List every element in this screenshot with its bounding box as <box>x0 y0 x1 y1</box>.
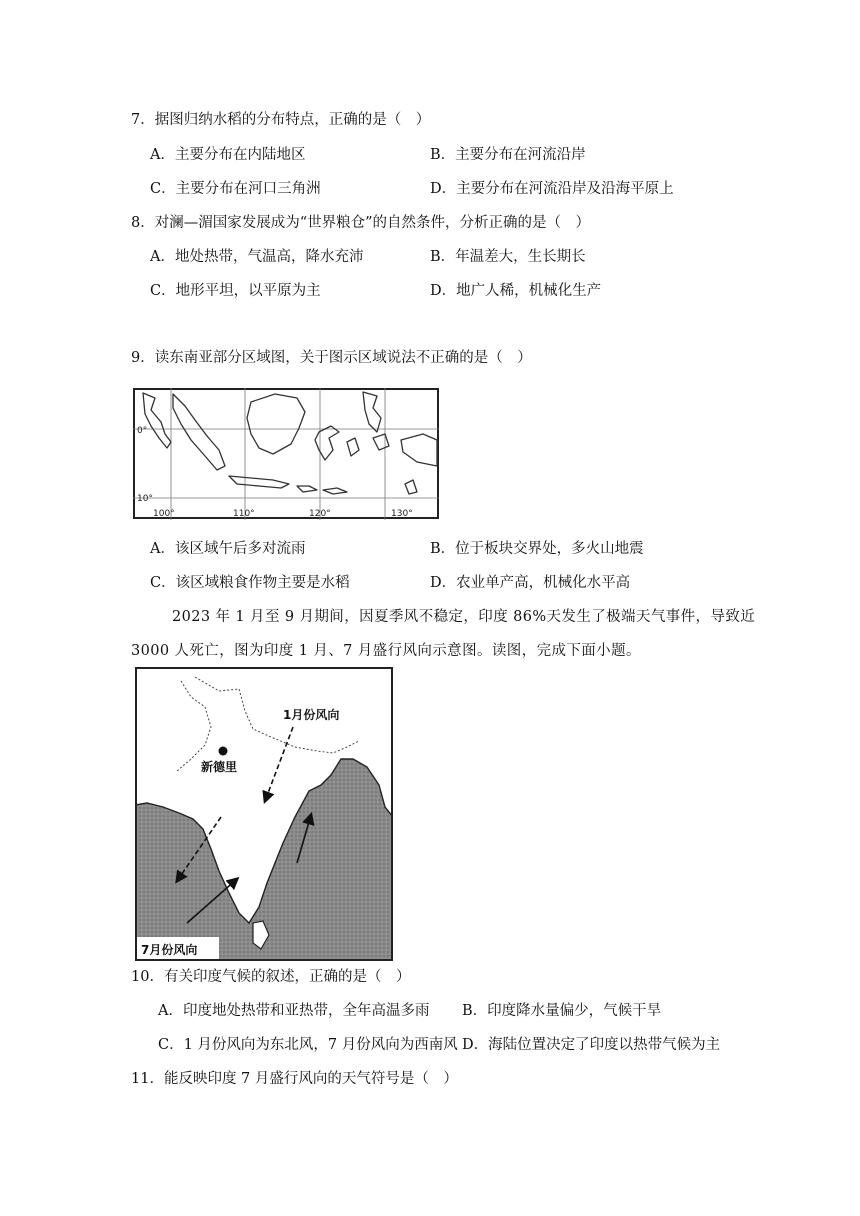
q8-option-a: A．地处热带，气温高，降水充沛 <box>150 249 364 265</box>
q9-option-c: C．该区域粮食作物主要是水稻 <box>150 575 350 591</box>
q10-option-a: A．印度地处热带和亚热带，全年高温多雨 <box>158 1003 430 1019</box>
q10-option-c: C．1 月份风向为东北风，7 月份风向为西南风 <box>158 1037 458 1053</box>
lon-120-label: 120° <box>309 509 331 519</box>
q9-option-a: A．该区域午后多对流雨 <box>150 541 306 557</box>
q8-option-b: B．年温差大，生长期长 <box>430 249 586 265</box>
q9-option-d: D．农业单产高，机械化水平高 <box>430 575 631 591</box>
passage-line-2: 3000 人死亡，图为印度 1 月、7 月盛行风向示意图。读图，完成下面小题。 <box>131 643 641 659</box>
q11-stem: 11．能反映印度 7 月盛行风向的天气符号是（ ） <box>131 1071 458 1087</box>
q10-option-b: B．印度降水量偏少，气候干旱 <box>462 1003 662 1019</box>
india-wind-map <box>135 667 393 961</box>
q9-option-b: B．位于板块交界处，多火山地震 <box>430 541 644 557</box>
q8-option-c: C．地形平坦，以平原为主 <box>150 283 321 299</box>
lon-130-label: 130° <box>391 509 413 519</box>
q7-option-b: B．主要分布在河流沿岸 <box>430 147 586 163</box>
q9-stem: 9．读东南亚部分区域图，关于图示区域说法不正确的是（ ） <box>131 350 532 366</box>
q10-option-d: D．海陆位置决定了印度以热带气候为主 <box>462 1037 721 1053</box>
new-delhi-label: 新德里 <box>201 760 238 774</box>
lon-110-label: 110° <box>233 509 255 519</box>
q7-option-c: C．主要分布在河口三角洲 <box>150 181 321 197</box>
lat-10-label: 10° <box>137 494 153 504</box>
jan-wind-label: 1月份风向 <box>283 708 340 722</box>
passage-line-1: 2023 年 1 月至 9 月期间，因夏季风不稳定，印度 86%天发生了极端天气事件，导致近 <box>172 609 756 625</box>
new-delhi-dot <box>219 747 228 756</box>
q8-option-d: D．地广人稀，机械化生产 <box>430 283 602 299</box>
q10-stem: 10．有关印度气候的叙述，正确的是（ ） <box>131 969 411 985</box>
lon-100-label: 100° <box>153 509 175 519</box>
lat-0-label: 0° <box>137 426 148 436</box>
q7-stem: 7．据图归纳水稻的分布特点，正确的是（ ） <box>131 112 431 128</box>
q7-option-d: D．主要分布在河流沿岸及沿海平原上 <box>430 181 674 197</box>
q7-option-a: A．主要分布在内陆地区 <box>150 147 306 163</box>
southeast-asia-map <box>133 388 439 520</box>
jul-wind-label: 7月份风向 <box>141 943 198 957</box>
q8-stem: 8．对澜—湄国家发展成为“世界粮仓”的自然条件，分析正确的是（ ） <box>131 215 591 231</box>
